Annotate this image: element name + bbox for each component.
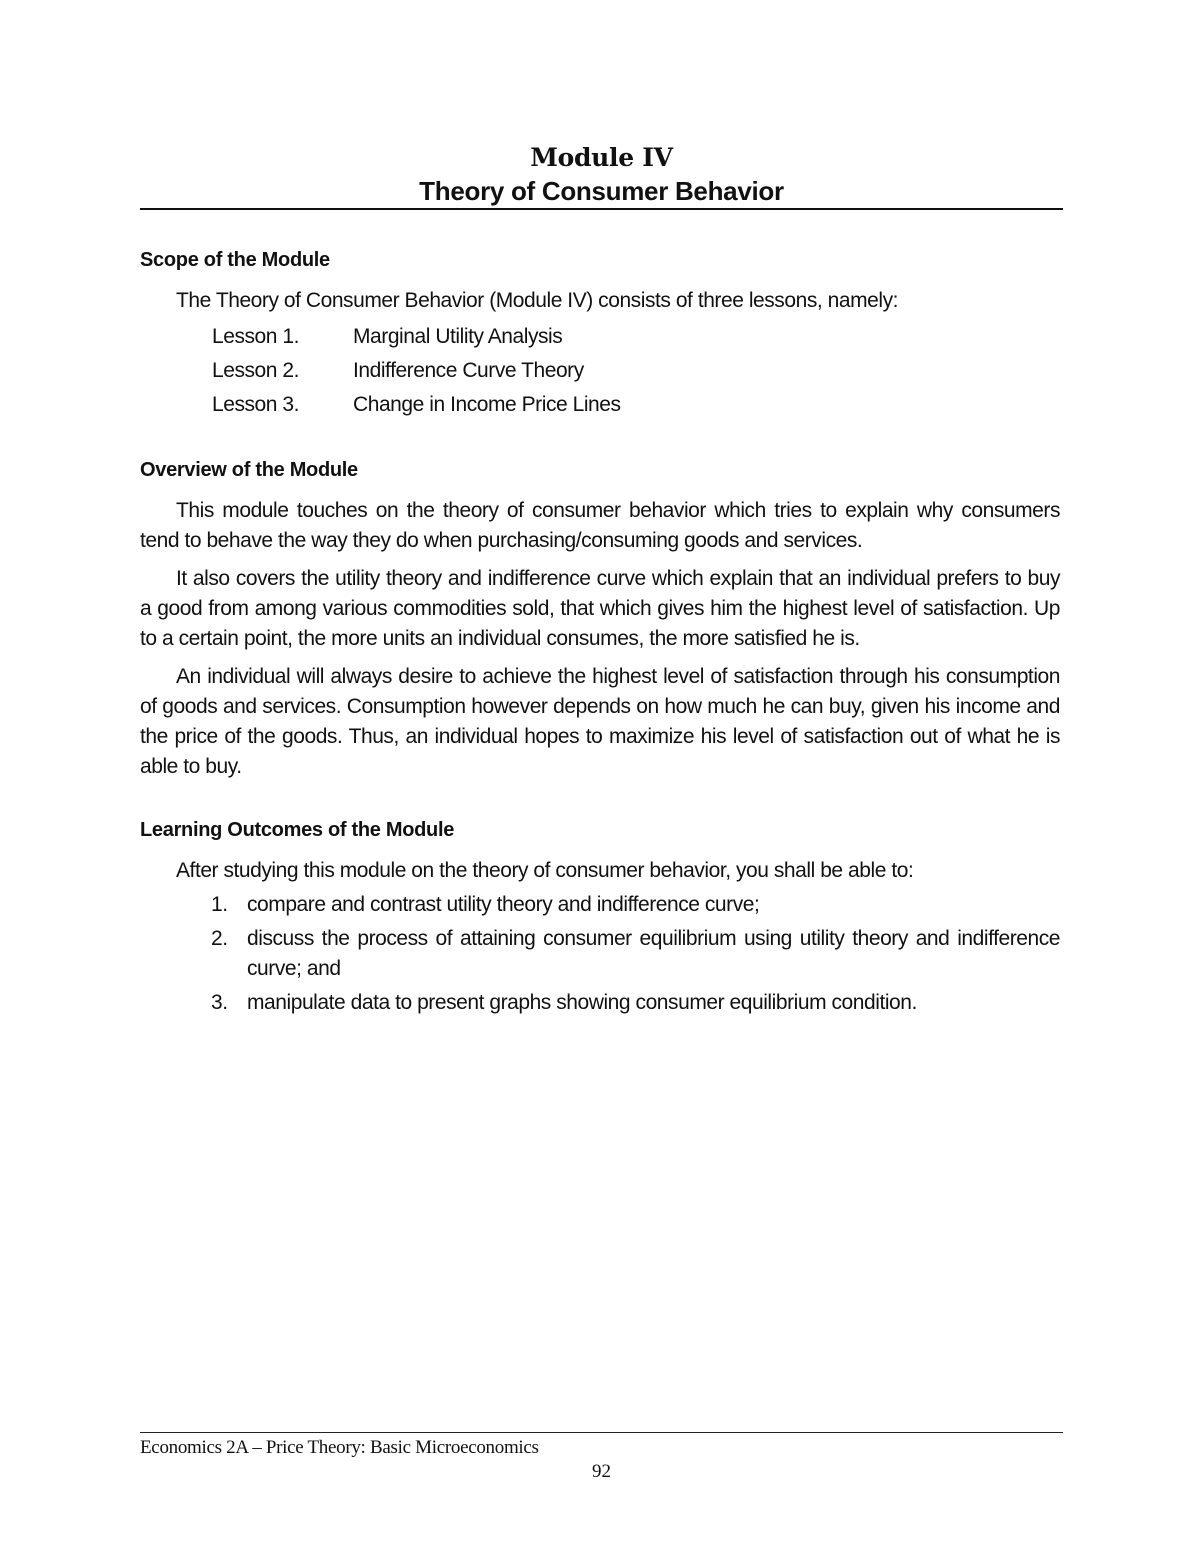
overview-paragraph: This module touches on the theory of consumer behavior which tries to explain why consumers tend to behave the way they do when purchasing/consuming goods and services. [140, 499, 1060, 552]
lesson-number: Lesson 2. [212, 359, 300, 382]
overview-section [140, 456, 1060, 782]
lesson-title: Marginal Utility Analysis [353, 325, 563, 348]
outcome-list [140, 890, 1060, 1018]
footer-divider [140, 1432, 1063, 1433]
outcomes-intro: After studying this module on the theory of consumer behavior, you shall be able to: [176, 859, 914, 882]
overview-paragraph: An individual will always desire to achieve the highest level of satisfaction through his consumption of goods and services. Consumption however depends on how much he can buy, given his income and the price of the goods. Thus, an individual hopes to maximize his level of satisfaction out of what he is able to buy. [140, 665, 1060, 778]
outcomes-section [140, 816, 1060, 1018]
outcome-number: 3. [211, 991, 228, 1014]
module-title: Theory of Consumer Behavior [419, 176, 784, 206]
lesson-list [212, 320, 1060, 422]
main-content [140, 246, 1060, 1022]
scope-intro: The Theory of Consumer Behavior (Module IV) consists of three lessons, namely: [176, 289, 899, 312]
outcomes-heading: Learning Outcomes of the Module [140, 819, 455, 841]
outcome-text: discuss the process of attaining consumer equilibrium using utility theory and indifference curve; and [247, 927, 1060, 980]
title-divider [140, 208, 1063, 210]
lesson-item [212, 388, 1060, 422]
outcome-text: compare and contrast utility theory and indifference curve; [247, 893, 760, 916]
outcome-text: manipulate data to present graphs showing consumer equilibrium condition. [247, 991, 917, 1014]
lesson-number: Lesson 1. [212, 325, 300, 348]
outcome-number: 1. [211, 893, 228, 916]
page-number: 92 [592, 1461, 611, 1482]
overview-paragraph: It also covers the utility theory and indifference curve which explain that an individual prefers to buy a good from among various commodities sold, that which gives him the highest level of satisfaction. Up to a certain point, the more units an individual consumes, the more satisfied he is. [140, 567, 1060, 650]
outcome-item [140, 924, 1060, 984]
outcome-item [140, 988, 1060, 1018]
module-number: Module IV [530, 143, 673, 172]
lesson-item [212, 354, 1060, 388]
overview-heading: Overview of the Module [140, 459, 358, 481]
scope-heading: Scope of the Module [140, 249, 330, 271]
lesson-item [212, 320, 1060, 354]
title-block [140, 142, 1063, 208]
outcome-item [140, 890, 1060, 920]
outcome-number: 2. [211, 927, 228, 950]
lesson-number: Lesson 3. [212, 393, 300, 416]
lesson-title: Change in Income Price Lines [353, 393, 621, 416]
lesson-title: Indifference Curve Theory [353, 359, 584, 382]
scope-section [140, 246, 1060, 422]
footer-course-title: Economics 2A – Price Theory: Basic Microeconomics [140, 1437, 539, 1458]
